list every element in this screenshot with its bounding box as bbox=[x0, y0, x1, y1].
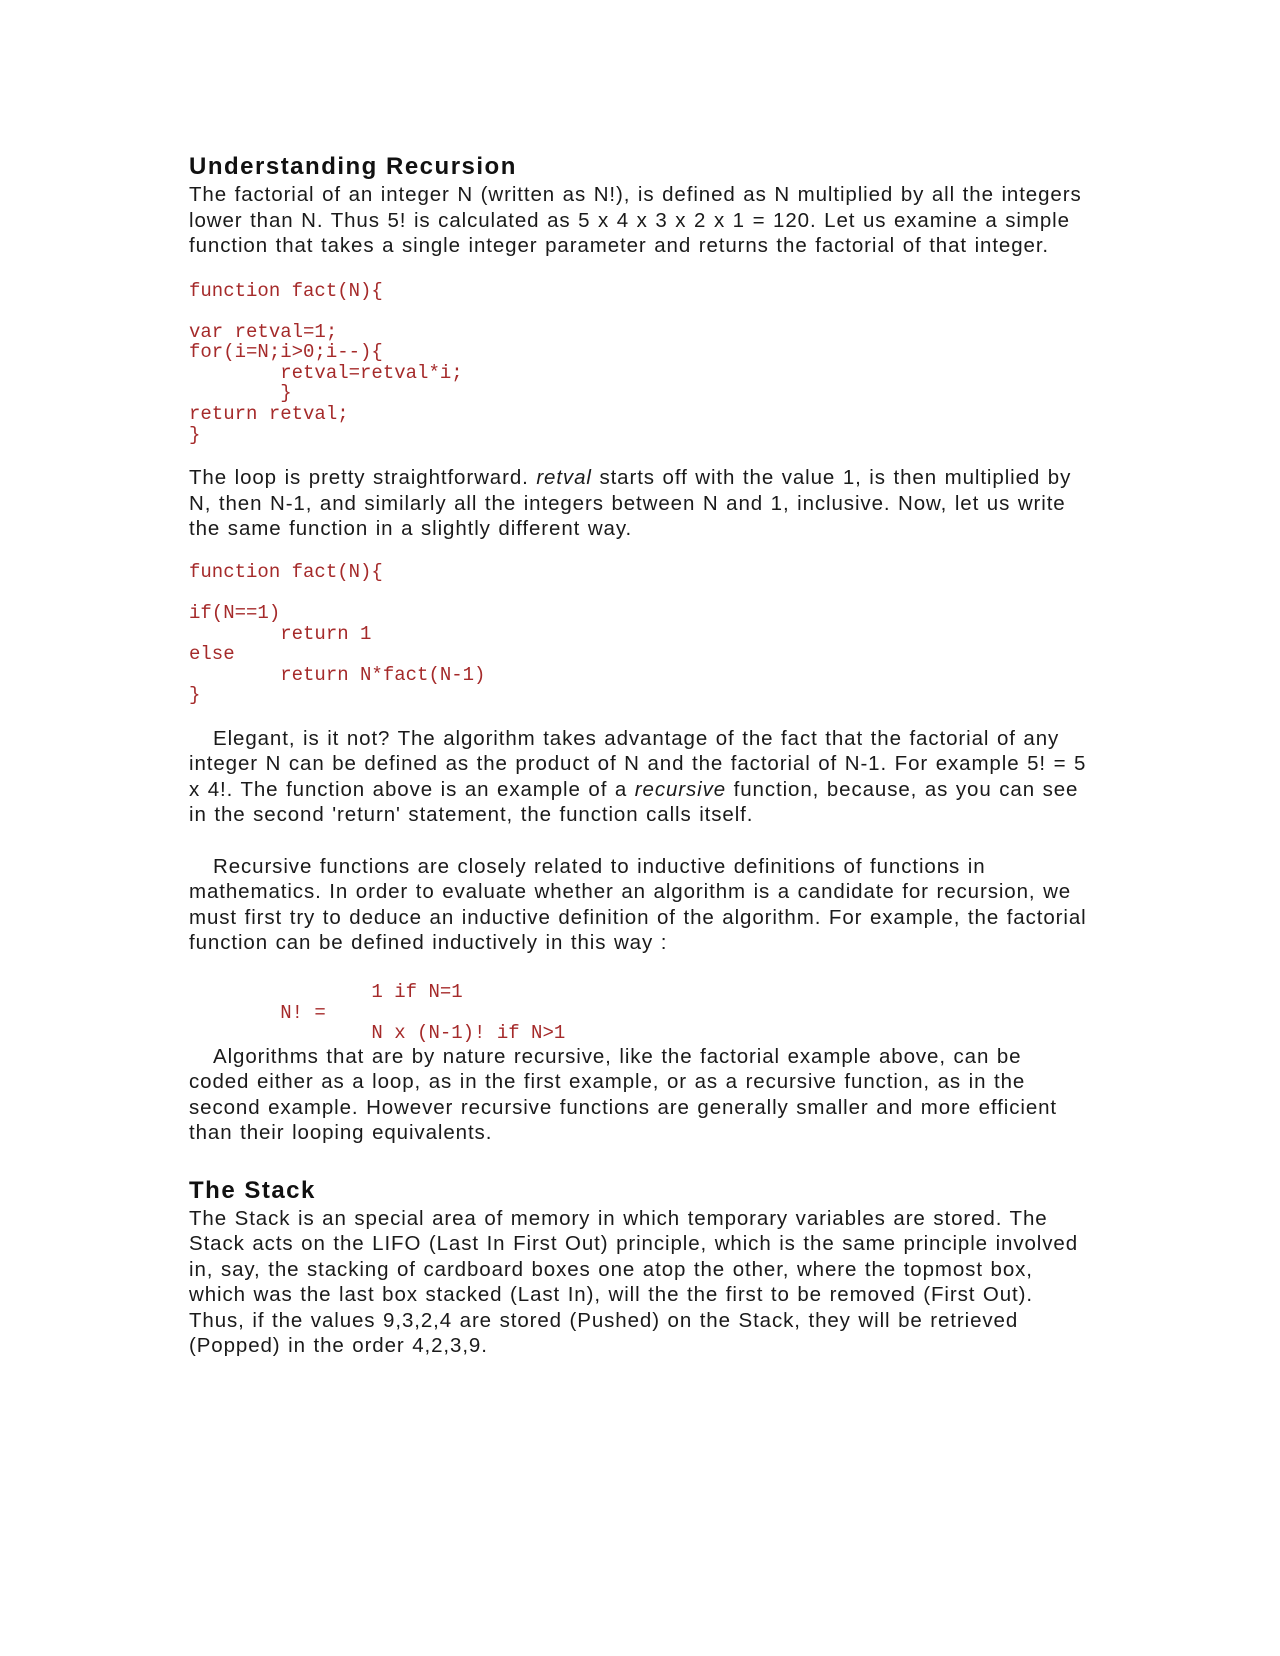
code-block-recursive-factorial bbox=[189, 562, 1089, 706]
code-line: return retval; bbox=[189, 403, 349, 426]
paragraph-algorithms bbox=[189, 1044, 1089, 1146]
code-block-inductive-definition bbox=[189, 982, 1089, 1044]
code-line: } bbox=[189, 684, 201, 707]
code-line bbox=[189, 301, 1089, 322]
code-line: 1 if N=1 bbox=[189, 980, 463, 1003]
code-line: N x (N-1)! if N>1 bbox=[189, 1022, 566, 1045]
code-line bbox=[189, 582, 1089, 603]
code-line: } bbox=[189, 423, 201, 446]
code-line: if(N==1) bbox=[189, 601, 281, 624]
code-line: function fact(N){ bbox=[189, 560, 383, 583]
code-line: } bbox=[189, 382, 292, 405]
code-line: var retval=1; bbox=[189, 320, 338, 343]
section-title-the-stack: The Stack bbox=[189, 1176, 316, 1204]
code-line: retval=retval*i; bbox=[189, 361, 463, 384]
text-span: Recursive functions are closely related to inductive definitions of functions in mathematics. In order to evaluate whether an algorithm is a candidate for recursion, we must first try to deduce an inductive definition of the algorithm. For example, the factorial function can be defined inductively in this way : bbox=[189, 854, 1087, 955]
paragraph-elegant bbox=[189, 726, 1089, 828]
code-line: return N*fact(N-1) bbox=[189, 663, 486, 686]
paragraph-loop-explanation bbox=[189, 465, 1089, 542]
text-span: The loop is pretty straightforward. bbox=[189, 466, 537, 490]
code-line: function fact(N){ bbox=[189, 279, 383, 302]
text-span: function, because, as you can see in the second 'return' statement, the function calls itself. bbox=[189, 777, 1079, 827]
paragraph-inductive bbox=[189, 854, 1089, 956]
paragraph-stack: The Stack is an special area of memory in which temporary variables are stored. The Stack acts on the LIFO (Last In First Out) principle, which is the same principle involved in, say, the stacking of cardboard boxes one atop the other, where the topmost box, which was the last box stacked (Last In), will the the first to be removed (First Out). Thus, if the values 9,3,2,4 are stored (Pushed) on the Stack, they will be retrieved (Popped) in the order 4,2,3,9. bbox=[189, 1206, 1078, 1358]
text-span: Algorithms that are by nature recursive, like the factorial example above, can be coded either as a loop, as in the first example, or as a recursive function, as in the second example. However recursive functions are generally smaller and more efficient than their looping equivalents. bbox=[189, 1044, 1058, 1145]
section-title-understanding-recursion: Understanding Recursion bbox=[189, 153, 517, 180]
code-line: else bbox=[189, 643, 235, 666]
text-span: starts off with the value 1, is then multiplied by N, then N-1, and similarly all the integers between N and 1, inclusive. Now, let us write the same function in a slightly different way. bbox=[189, 466, 1072, 541]
emphasis-retval: retval bbox=[536, 466, 592, 490]
text-span: Elegant, is it not? The algorithm takes advantage of the fact that the factorial of any integer N can be defined as the product of N and the factorial of N-1. For example 5! = 5 x 4!. The function above is an example of a bbox=[189, 726, 1087, 801]
paragraph-factorial-intro: The factorial of an integer N (written as N!), is defined as N multiplied by all the integers lower than N. Thus 5! is calculated as 5 x 4 x 3 x 2 x 1 = 120. Let us examine a simple function that takes a single integer parameter and returns the factorial of that integer. bbox=[189, 183, 1082, 257]
code-block-loop-factorial bbox=[189, 281, 1089, 446]
code-line: return 1 bbox=[189, 622, 372, 645]
code-line: for(i=N;i>0;i--){ bbox=[189, 341, 383, 364]
emphasis-recursive: recursive bbox=[634, 777, 727, 801]
document-page bbox=[189, 152, 1089, 1359]
code-line: N! = bbox=[189, 1001, 326, 1024]
